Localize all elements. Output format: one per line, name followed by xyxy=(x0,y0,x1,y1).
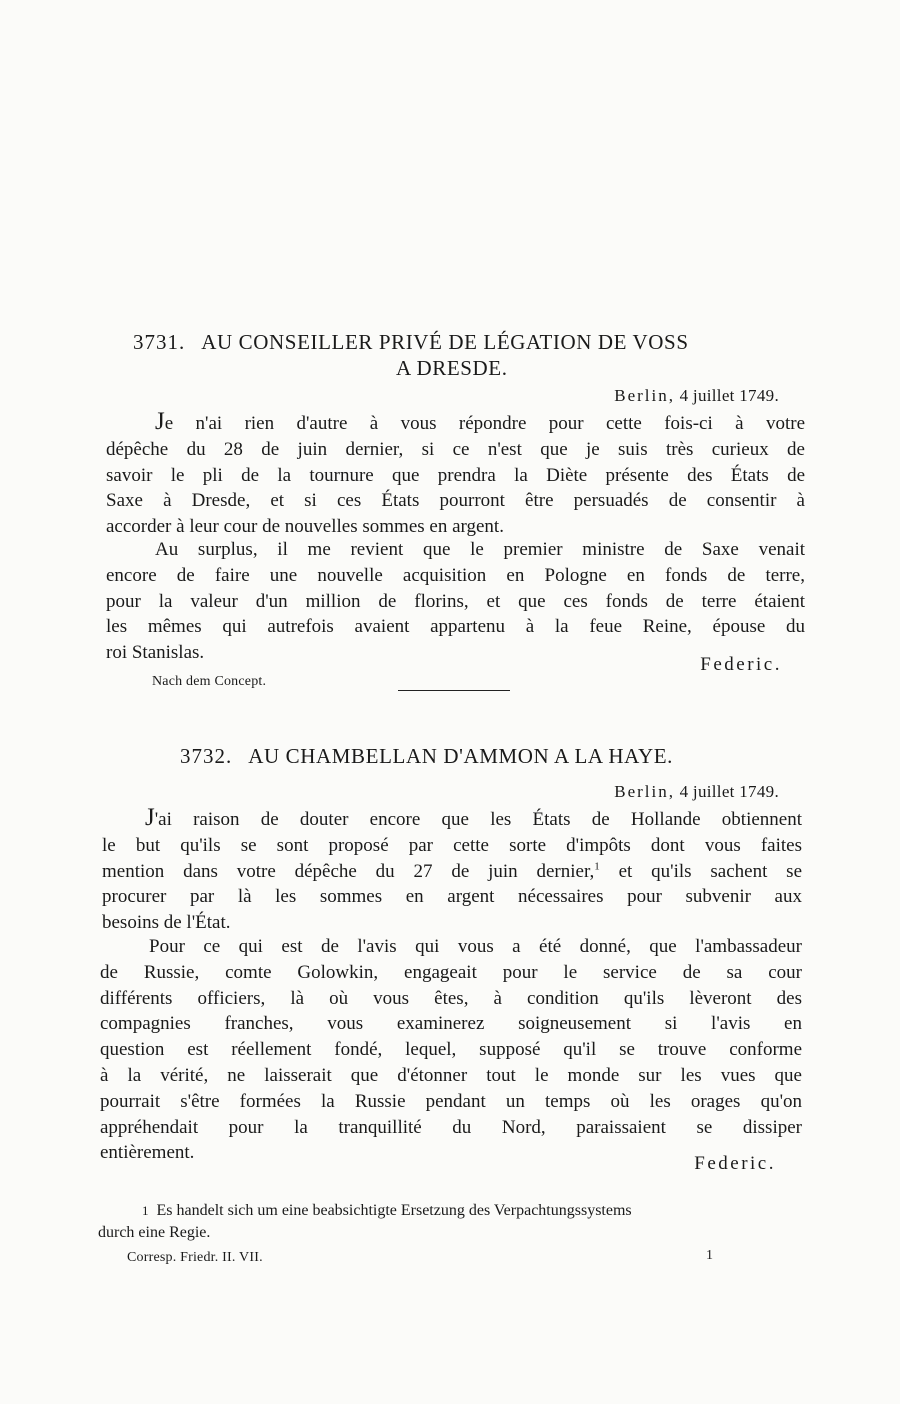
letter-3732-heading: 3732. AU CHAMBELLAN D'AMMON A LA HAYE. xyxy=(180,744,673,768)
dateline-date: 4 juillet 1749. xyxy=(679,782,779,801)
letter-3732-paragraph-2 xyxy=(100,934,802,1166)
paragraph-line: encore de faire une nouvelle acquisition en Pologne en fonds de terre, xyxy=(106,564,805,586)
letter-3731-dateline xyxy=(614,386,779,406)
letter-3731-paragraph-2 xyxy=(106,537,805,666)
paragraph-line: besoins de l'État. xyxy=(102,912,231,934)
footnote-line: durch eine Regie. xyxy=(98,1224,211,1241)
paragraph-line: procurer par là les sommes en argent nécessaires pour subvenir aux xyxy=(102,886,802,908)
paragraph-line: de Russie, comte Golowkin, engageait pour le service de sa cour xyxy=(100,961,802,983)
paragraph-line: les mêmes qui autrefois avaient appartenu à la feue Reine, épouse du xyxy=(106,616,805,638)
paragraph-line: différents officiers, là où vous êtes, à condition qu'ils lèveront des xyxy=(100,987,802,1009)
drop-cap: J xyxy=(155,408,165,435)
paragraph-line: à la vérité, ne laisserait que d'étonner tout le monde sur les vues que xyxy=(100,1064,802,1086)
paragraph-line: le but qu'ils se sont proposé par cette sorte d'impôts dont vous faites xyxy=(102,834,802,856)
letter-heading-line1: AU CHAMBELLAN D'AMMON A LA HAYE. xyxy=(248,744,673,768)
paragraph-line: savoir le pli de la tournure que prendra la Diète présente des États de xyxy=(106,464,805,486)
footnote xyxy=(98,1200,798,1244)
paragraph-line: pour la valeur d'un million de florins, et que ces fonds de terre étaient xyxy=(106,590,805,612)
paragraph-line: Au surplus, il me revient que le premier ministre de Saxe venait xyxy=(155,539,805,560)
paragraph-line: Pour ce qui est de l'avis qui vous a été donné, que l'ambassadeur xyxy=(149,936,802,957)
dateline-place: Berlin, xyxy=(614,782,676,801)
paragraph-line: J'ai raison de douter encore que les États de Hollande obtiennent xyxy=(145,804,802,831)
letter-3731-source-note: Nach dem Concept. xyxy=(152,674,267,689)
paragraph-line: accorder à leur cour de nouvelles sommes en argent. xyxy=(106,516,504,538)
paragraph-line: appréhendait pour la tranquillité du Nord, paraissaient se dissiper xyxy=(100,1116,802,1138)
dateline-date: 4 juillet 1749. xyxy=(679,386,779,405)
paragraph-line: mention dans votre dépêche du 27 de juin dernier,$^1$ et qu'ils sachent se xyxy=(102,860,803,882)
letter-3732-signature: Federic. xyxy=(694,1153,776,1174)
paragraph-line: Saxe à Dresde, et si ces États pourront être persuadés de consentir à xyxy=(106,490,805,512)
letter-3732-paragraph-1 xyxy=(102,805,802,936)
footnote-marker: 1 xyxy=(594,860,600,873)
letter-3732-dateline xyxy=(614,782,779,802)
dateline-place: Berlin, xyxy=(614,386,676,405)
letter-3731-heading-line2: A DRESDE. xyxy=(396,356,508,380)
paragraph-line: compagnies franches, vous examinerez soigneusement si l'avis en xyxy=(100,1013,802,1035)
section-divider xyxy=(398,690,510,691)
letter-3731-paragraph-1 xyxy=(106,409,805,540)
letter-number: 3732 xyxy=(180,744,226,768)
paragraph-line: question est réellement fondé, lequel, supposé qu'il se trouve conforme xyxy=(100,1039,802,1061)
drop-cap: J xyxy=(145,804,155,831)
page-footer-reference: Corresp. Friedr. II. VII. xyxy=(127,1250,263,1265)
paragraph-line: pourrait s'être formées la Russie pendant un temps où les orages qu'on xyxy=(100,1090,802,1112)
paragraph-line: dépêche du 28 de juin dernier, si ce n'est que je suis très curieux de xyxy=(106,438,805,460)
page-number: 1 xyxy=(706,1248,714,1263)
letter-3731-signature: Federic. xyxy=(700,654,782,675)
footnote-number: 1 xyxy=(142,1203,149,1218)
letter-3731-heading: 3731. AU CONSEILLER PRIVÉ DE LÉGATION DE VOSS xyxy=(133,330,689,354)
paragraph-line: roi Stanislas. xyxy=(106,642,205,664)
footnote-line: 1 Es handelt sich um eine beabsichtigte Ersetzung des Verpachtungssystems xyxy=(142,1202,632,1219)
letter-number: 3731 xyxy=(133,330,179,354)
paragraph-line: Je n'ai rien d'autre à vous répondre pour cette fois-ci à votre xyxy=(155,408,805,435)
letter-heading-line1: AU CONSEILLER PRIVÉ DE LÉGATION DE VOSS xyxy=(201,330,689,354)
paragraph-line: entièrement. xyxy=(100,1142,195,1164)
